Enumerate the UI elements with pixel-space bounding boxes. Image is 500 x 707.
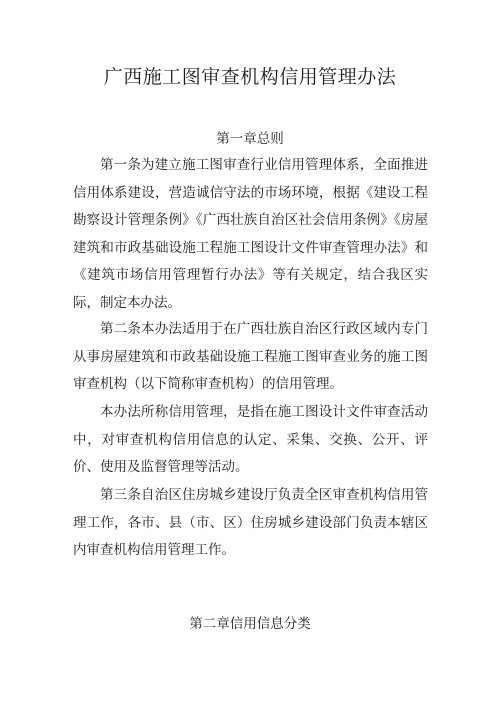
paragraph: 第一条为建立施工图审查行业信用管理体系，全面推进信用体系建设，营造诚信守法的市场环境，根据《建设工程勘察设计管理条例》《广西壮族自治区社会信用条例》《房屋建筑和市政基础设施工程施工图设计文件审查管理办法》和《建筑市场信用管理暂行办法》等有关规定，结合我区实际，制定本办法。 <box>73 157 428 311</box>
chapter-heading: 第二章信用信息分类 <box>189 616 311 632</box>
paragraph: 第三条自治区住房城乡建设厅负责全区审查机构信用管理工作，各市、县（市、区）住房城乡建设部门负责本辖区内审查机构信用管理工作。 <box>73 487 428 558</box>
document-title: 广西施工图审查机构信用管理办法 <box>103 66 397 88</box>
paragraph: 第二条本办法适用于在广西壮族自治区行政区域内专门从事房屋建筑和市政基础设施工程施工图审查业务的施工图审查机构（以下简称审查机构）的信用管理。 <box>73 321 428 392</box>
paragraph: 本办法所称信用管理，是指在施工图设计文件审查活动中，对审查机构信用信息的认定、采集、交换、公开、评价、使用及监督管理等活动。 <box>73 404 428 475</box>
chapter-heading: 第一章总则 <box>216 131 284 147</box>
